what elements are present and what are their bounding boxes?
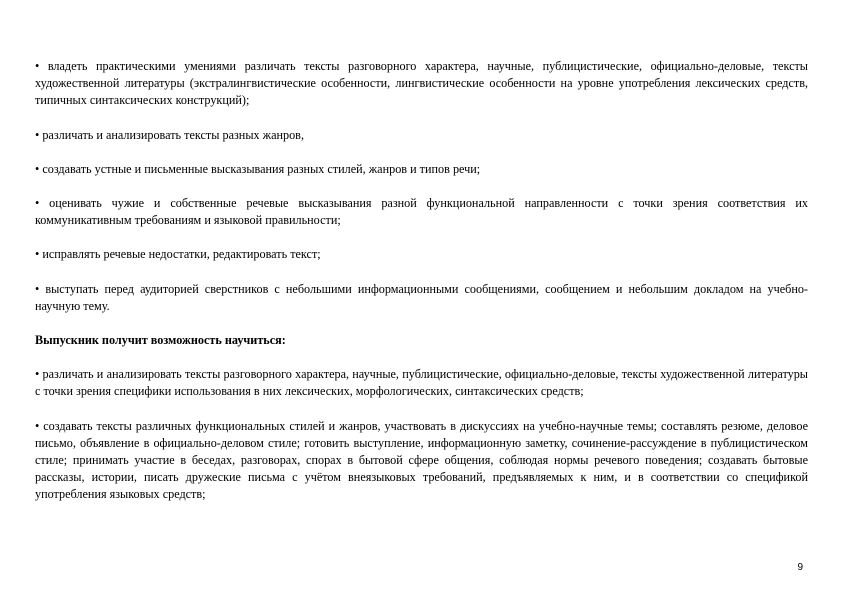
list-item: • владеть практическими умениями различать тексты разговорного характера, научные, публицистические, официально-деловые, тексты художественной литературы (экстралингвистические особенности, лингвистические особенности на уровне употребления лексических средств, типичных синтаксических конструкций);	[35, 59, 808, 108]
page-number: 9	[797, 562, 803, 573]
list-item: • выступать перед аудиторией сверстников с небольшими информационными сообщениями, сообщением и небольшим докладом на учебно-научную тему.	[35, 281, 808, 313]
list-item: • различать и анализировать тексты разговорного характера, научные, публицистические, официально-деловые, тексты художественной литературы с точки зрения специфики использования в них лексических, морфологических, синтаксических средств;	[35, 367, 808, 399]
list-item: • создавать устные и письменные высказывания разных стилей, жанров и типов речи;	[35, 161, 481, 176]
list-item: • создавать тексты различных функциональных стилей и жанров, участвовать в дискуссиях на учебно-научные темы; составлять резюме, деловое письмо, объявление в официально-деловом стиле; готовить выступление, информационную заметку, сочинение-рассуждение в публицистическом стиле; принимать участие в беседах, разговорах, спорах в бытовой сфере общения, соблюдая нормы речевого поведения; создавать бытовые рассказы, истории, писать дружеские письма с учётом внеязыковых требований, предъявляемых к ним, и в соответствии со спецификой употребления языковых средств;	[35, 418, 808, 502]
section-heading: Выпускник получит возможность научиться:	[35, 333, 286, 348]
document-page	[35, 58, 808, 521]
list-item: • различать и анализировать тексты разных жанров,	[35, 127, 304, 142]
list-item: • оценивать чужие и собственные речевые высказывания разной функциональной направленности с точки зрения соответствия их коммуникативным требованиям и языковой правильности;	[35, 196, 808, 228]
list-item: • исправлять речевые недостатки, редактировать текст;	[35, 247, 321, 262]
